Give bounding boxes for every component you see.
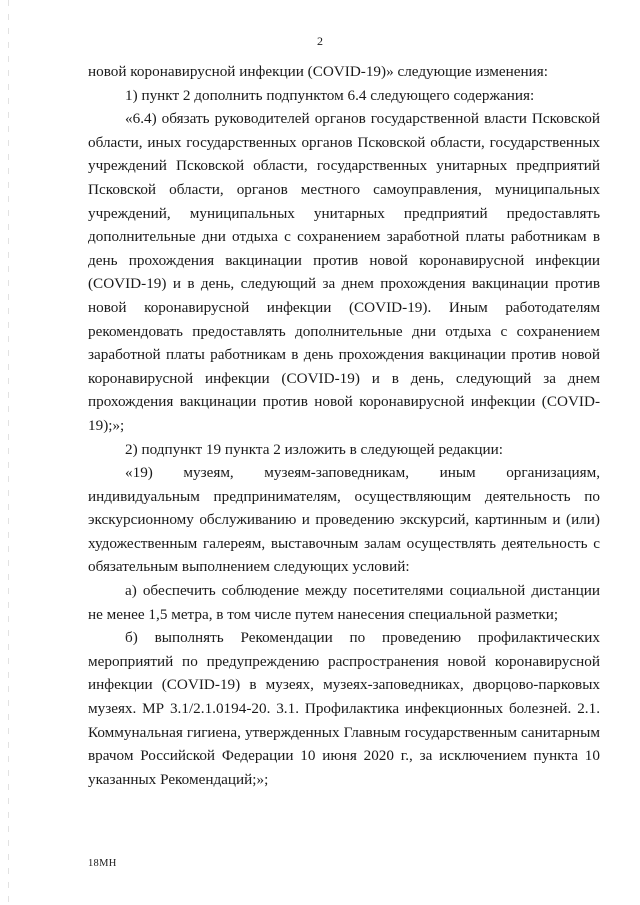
paragraph-item-2: 2) подпункт 19 пункта 2 изложить в следующей редакции: — [125, 440, 504, 458]
footer-code: 18МН — [88, 858, 117, 869]
paragraph-condition-a: а) обеспечить соблюдение между посетителями социальной дистанции не менее 1,5 метра, в том числе путем нанесения специальной разметки; — [88, 582, 600, 623]
document-body — [88, 60, 600, 791]
paragraph-condition-b: б) выполнять Рекомендации по проведению профилактических мероприятий по предупреждению распространения новой коронавирусной инфекции (COVID-19) в музеях, музеях-заповедниках, дворцово-парковых музеях. МР 3.1/2.1.0194-20. 3.1. Профилактика инфекционных болезней. 2.1. Коммунальная гигиена, утвержденных Главным государственным санитарным врачом Российской Федерации 10 июня 2020 г., за исключением пункта 10 указанных Рекомендаций;»; — [88, 629, 600, 788]
scan-edge-artifact — [8, 0, 9, 905]
paragraph-subitem-6-4: «6.4) обязать руководителей органов государственной власти Псковской области, иных государственных органов Псковской области, государственных учреждений Псковской области, государственных унитарных предприятий Псковской области, органов местного самоуправления, муниципальных учреждений, муниципальных унитарных предприятий предоставлять дополнительные дни отдыха с сохранением заработной платы работникам в день прохождения вакцинации против новой коронавирусной инфекции (COVID-19) и в день, следующий за днем прохождения вакцинации против новой коронавирусной инфекции (COVID-19). Иным работодателям рекомендовать предоставлять дополнительные дни отдыха с сохранением заработной платы работникам в день прохождения вакцинации против новой коронавирусной инфекции (COVID-19) и в день, следующий за днем прохождения вакцинации против новой коронавирусной инфекции (COVID-19);»; — [88, 110, 600, 434]
paragraph-continuation: новой коронавирусной инфекции (COVID-19)» следующие изменения: — [88, 63, 548, 80]
paragraph-item-1: 1) пункт 2 дополнить подпунктом 6.4 следующего содержания: — [125, 86, 535, 104]
page-number: 2 — [317, 34, 323, 48]
paragraph-subitem-19: «19) музеям, музеям-заповедникам, иным организациям, индивидуальным предпринимателям, осуществляющим деятельность по экскурсионному обслуживанию и проведению экскурсий, картинным и (или) художественным галереям, выставочным залам осуществлять деятельность с обязательным выполнением следующих условий: — [88, 464, 600, 576]
